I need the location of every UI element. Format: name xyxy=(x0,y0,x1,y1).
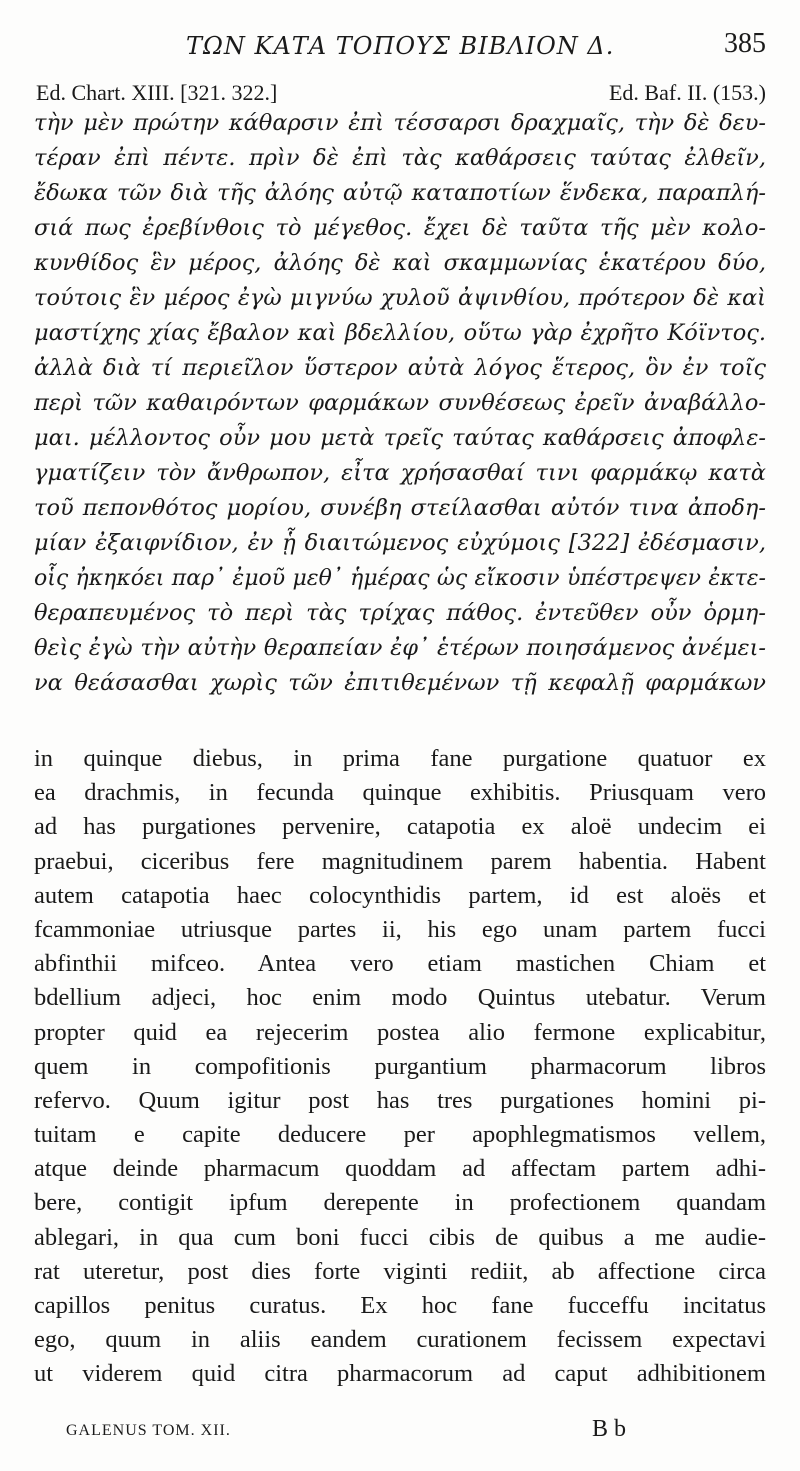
latin-text-line: rat uteretur, post dies forte viginti rediit, ab affectione circa xyxy=(34,1257,766,1285)
running-head xyxy=(0,28,800,66)
greek-text-line: κυνθίδος ἓν μέρος, ἀλόης δὲ καὶ σκαμμωνίας ἑκατέρου δύο, xyxy=(34,250,766,276)
latin-text-line: tuitam e capite deducere per apophlegmatismos vellem, xyxy=(34,1121,766,1149)
latin-text-line: fcammoniae utriusque partes ii, his ego unam partem fucci xyxy=(34,915,766,943)
running-title: ΤΩΝ ΚΑΤΑ ΤΟΠΟΥΣ ΒΙΒΛΙΟΝ Δ. xyxy=(186,32,615,60)
latin-text-line: capillos penitus curatus. Ex hoc fane fucceffu incitatus xyxy=(34,1292,766,1319)
latin-text-line: propter quid ea rejecerim postea alio fermone explicabitur, xyxy=(34,1018,766,1046)
greek-text-line: περὶ τῶν καθαιρόντων φαρμάκων συνθέσεως ἐρεῖν ἀναβάλλο- xyxy=(34,390,766,416)
greek-text-line: τούτοις ἓν μέρος ἐγὼ μιγνύω χυλοῦ ἀψινθίου, πρότερον δὲ καὶ xyxy=(34,285,766,311)
greek-text-line: τέραν ἐπὶ πέντε. πρὶν δὲ ἐπὶ τὰς καθάρσεις ταύτας ἐλθεῖν, xyxy=(34,145,766,171)
latin-text-line: praebui, ciceribus fere magnitudinem parem habentia. Habent xyxy=(34,847,766,875)
latin-text-line: atque deinde pharmacum quoddam ad affectam partem adhi- xyxy=(34,1155,766,1183)
gathering-mark: B b xyxy=(591,1416,626,1442)
latin-text-line: bdellium adjeci, hoc enim modo Quintus utebatur. Verum xyxy=(34,984,766,1012)
latin-text-line: autem catapotia haec colocynthidis partem, id est aloës et xyxy=(34,881,766,909)
greek-text-line: τὴν μὲν πρώτην κάθαρσιν ἐπὶ τέσσαρσι δραχμαῖς, τὴν δὲ δευ- xyxy=(34,110,766,136)
greek-text xyxy=(34,106,766,701)
greek-text-line: θεὶς ἐγὼ τὴν αὐτὴν θεραπείαν ἐφ᾽ ἑτέρων ποιησάμενος ἀνέμει- xyxy=(34,635,766,661)
latin-text-line: ablegari, in qua cum boni fucci cibis de quibus a me audie- xyxy=(34,1223,766,1251)
latin-text-line: refervo. Quum igitur post has tres purgationes homini pi- xyxy=(34,1086,766,1114)
latin-text-line: abfinthii mifceo. Antea vero etiam mastichen Chiam et xyxy=(34,950,766,978)
greek-text-line: θεραπευμένος τὸ περὶ τὰς τρίχας πάθος. ἐντεῦθεν οὖν ὁρμη- xyxy=(34,600,766,626)
greek-text-line: μίαν ἐξαιφνίδιον, ἐν ᾗ διαιτώμενος εὐχύμοις [322] ἐδέσμασιν, xyxy=(34,530,766,556)
edition-basel: Ed. Baf. II. (153.) xyxy=(608,80,766,105)
edition-chartier: Ed. Chart. XIII. [321. 322.] xyxy=(36,80,278,105)
greek-text-line: τοῦ πεπονθότος μορίου, συνέβη στείλασθαι αὐτόν τινα ἀποδη- xyxy=(34,495,766,521)
latin-text-line: ea drachmis, in fecunda quinque exhibitis. Priusquam vero xyxy=(34,779,766,807)
greek-text-line: ἀλλὰ διὰ τί περιεῖλον ὕστερον αὐτὰ λόγος ἕτερος, ὃν ἐν τοῖς xyxy=(34,355,766,381)
greek-text-line: γματίζειν τὸν ἄνθρωπον, εἶτα χρήσασθαί τινι φαρμάκῳ κατὰ xyxy=(34,460,766,486)
edition-reference xyxy=(36,80,766,108)
greek-text-line: μαι. μέλλοντος οὖν μου μετὰ τρεῖς ταύτας καθάρσεις ἀποφλε- xyxy=(34,425,766,451)
page-footer xyxy=(66,1418,626,1450)
greek-text-line: να θεάσασθαι χωρὶς τῶν ἐπιτιθεμένων τῇ κεφαλῇ φαρμάκων xyxy=(34,670,766,696)
latin-text-line: ut viderem quid citra pharmacorum ad caput adhibitionem xyxy=(34,1360,766,1388)
latin-text-line: ego, quum in aliis eandem curationem fecissem expectavi xyxy=(34,1326,766,1354)
greek-text-line: ἔδωκα τῶν διὰ τῆς ἀλόης αὐτῷ καταποτίων ἕνδεκα, παραπλή- xyxy=(34,180,766,206)
page-number: 385 xyxy=(724,28,766,59)
latin-text-line: in quinque diebus, in prima fane purgatione quatuor ex xyxy=(34,745,766,772)
greek-text-line: οἷς ἠκηκόει παρ᾽ ἐμοῦ μεθ᾽ ἡμέρας ὡς εἴκοσιν ὑπέστρεψεν ἐκτε- xyxy=(34,566,766,591)
latin-text-line: ad has purgationes pervenire, catapotia ex aloë undecim ei xyxy=(34,813,766,841)
greek-text-line: σιά πως ἐρεβίνθοις τὸ μέγεθος. ἔχει δὲ ταῦτα τῆς μὲν κολο- xyxy=(34,215,766,241)
latin-text-line: quem in compofitionis purgantium pharmacorum libros xyxy=(34,1052,766,1080)
latin-translation xyxy=(34,742,766,1392)
signature-mark: GALENUS TOM. XII. xyxy=(66,1422,231,1439)
greek-text-line: μαστίχης χίας ἔβαλον καὶ βδελλίου, οὕτω γὰρ ἐχρῆτο Κόϊντος. xyxy=(34,320,766,346)
latin-text-line: bere, contigit ipfum derepente in profectionem quandam xyxy=(34,1189,766,1217)
